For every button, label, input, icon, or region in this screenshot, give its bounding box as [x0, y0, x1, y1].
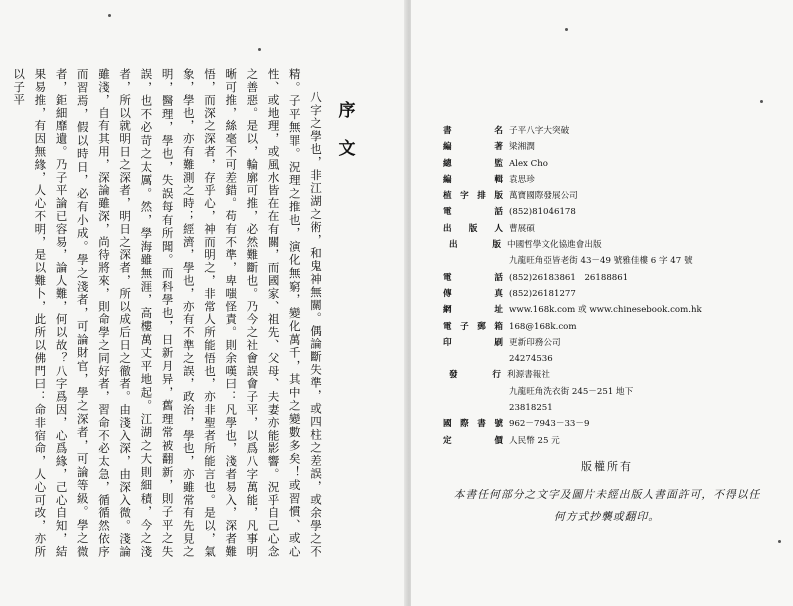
copyright-title: 版權所有	[581, 460, 633, 473]
colophon-row	[443, 253, 773, 269]
colophon-row	[443, 237, 773, 253]
colophon-row	[443, 302, 773, 318]
colophon-label	[443, 384, 509, 400]
colophon-value: (852)81046178	[509, 207, 576, 218]
colophon-value: 24274536	[509, 354, 553, 365]
colophon-list	[443, 123, 773, 449]
colophon-value: 梁湘潤	[509, 142, 535, 153]
colophon-label: 植字排版	[443, 191, 503, 202]
colophon-row	[443, 416, 773, 432]
scan-speck	[565, 28, 568, 31]
colophon-label: 定 價	[443, 435, 503, 446]
colophon-value: (852)26183861 26188861	[509, 272, 629, 283]
colophon-value: 168@168k.com	[509, 321, 577, 332]
colophon-row	[443, 400, 773, 416]
colophon-label	[443, 351, 509, 367]
scan-speck	[760, 100, 763, 103]
colophon-row	[443, 188, 773, 204]
colophon-label: 網 址	[443, 305, 503, 316]
colophon-row	[443, 204, 773, 220]
scan-speck	[108, 14, 111, 17]
preface-title: 序文	[338, 101, 356, 159]
colophon-value: 962－7943－33－9	[509, 419, 590, 430]
colophon-label: 印 刷	[443, 337, 503, 348]
colophon-label: 傳 真	[443, 288, 503, 299]
scan-speck	[258, 48, 261, 51]
colophon-row	[443, 351, 773, 367]
colophon-value: 人民幣 25 元	[509, 435, 560, 446]
colophon-row	[443, 335, 773, 351]
colophon-value: 九龍旺角亞皆老街 43－49 號雅佳樓 6 字 47 號	[509, 256, 693, 267]
colophon-row	[443, 384, 773, 400]
colophon-value: www.168k.com 或 www.chinesebook.com.hk	[509, 305, 702, 316]
copyright-text: 本書任何部分之文字及圖片未經出版人書面許可，不得以任何方式抄襲或翻印。	[453, 488, 761, 523]
colophon-value: 九龍旺角洗衣街 245－251 地下	[509, 386, 634, 397]
colophon-row	[443, 139, 773, 155]
colophon-value: 23818251	[509, 403, 553, 414]
colophon-label	[443, 400, 509, 416]
colophon-row	[443, 270, 773, 286]
colophon-label: 書 名	[443, 126, 503, 136]
colophon-label: 總 監	[443, 158, 503, 169]
colophon-row	[443, 367, 773, 383]
colophon-label: 電 話	[443, 272, 503, 283]
colophon-label: 國際書號	[443, 419, 503, 430]
colophon-label: 編 輯	[443, 174, 503, 185]
colophon-value: 中國哲學文化協進會出版	[507, 240, 602, 251]
colophon-row	[443, 433, 773, 449]
colophon-value: 曹展碩	[509, 223, 535, 234]
preface-paragraph: 八字之學也，非江湖之術，和鬼神無關。偶論斷失準，或四柱之差誤，或余學之不精。子平無罪。況理之推也，演化無窮，變化萬千，其中之變數多矣！或習慣、或心性、或地理，或風水皆在在有關，而國家、祖先、父母、夫妻亦能影響。況乎自己心念之善惡。是以，輪廓可推，必然難斷也。乃今之社會誤會子平，以爲八字萬能，凡事明晰可推，絲毫不可差錯。苟有不準，卑嗤怪責。則余嘆曰：凡學也，淺者易入，深者難悟，而深之深者，存乎心，神而明之，非常人所能悟也，亦非聖者所能言也。是以，氣象，學也，亦有難測之時；經濟，學也，亦有不準之誤，政治，學也，亦雖常有先見之明，醫理，學也，失誤每有所聞。而科學也，日新月异，舊理常被翻新，則子平之失誤，也不必苛之太厲。然，學海雖無涯，高樓萬丈平地起。江湖之大則細積，今之淺者，所以就明日之深者，明日之深者，所以成后日之徹者。由淺入深，由深入微。淺論雖淺，自有其用，深論雖深，尚待將來，則命學之同好者，習命不必太急，循循然依序而習焉，假以時日，必有小成。學之淺者，可論財官，學之深者，可論等級。學之微者，鉅細靡遺。乃子平論已容易，論人難，何以故？八字爲因，心爲緣，己心自知，結果易推，有因無緣，人心不明，是以難卜，此所以佛門曰：命非宿命，人心可改，亦所以子平	[12, 68, 323, 558]
colophon-label: 電 話	[443, 207, 503, 218]
colophon-label: 出版人	[443, 223, 503, 234]
colophon-label	[443, 253, 509, 269]
preface-body	[12, 68, 326, 558]
colophon-value: 萬寶國際發展公司	[509, 191, 578, 202]
colophon-value: 利源書報社	[507, 370, 550, 381]
copyright-notice	[452, 458, 762, 528]
colophon-row	[443, 123, 773, 139]
scan-speck	[778, 540, 781, 543]
colophon-label: 編 著	[443, 142, 503, 153]
colophon-label: 發 行	[449, 370, 501, 381]
colophon-label: 出 版	[449, 240, 501, 251]
colophon-value: Alex Cho	[509, 158, 548, 169]
colophon-value: 更新印務公司	[509, 337, 561, 348]
colophon-row	[443, 172, 773, 188]
colophon-value: 子平八字大突破	[509, 126, 570, 136]
colophon-row	[443, 286, 773, 302]
colophon-row	[443, 221, 773, 237]
colophon-value: 袁思珍	[509, 174, 535, 185]
colophon-value: (852)26181277	[509, 288, 576, 299]
colophon-row	[443, 319, 773, 335]
colophon-label: 電子郵箱	[443, 321, 503, 332]
colophon-row	[443, 156, 773, 172]
